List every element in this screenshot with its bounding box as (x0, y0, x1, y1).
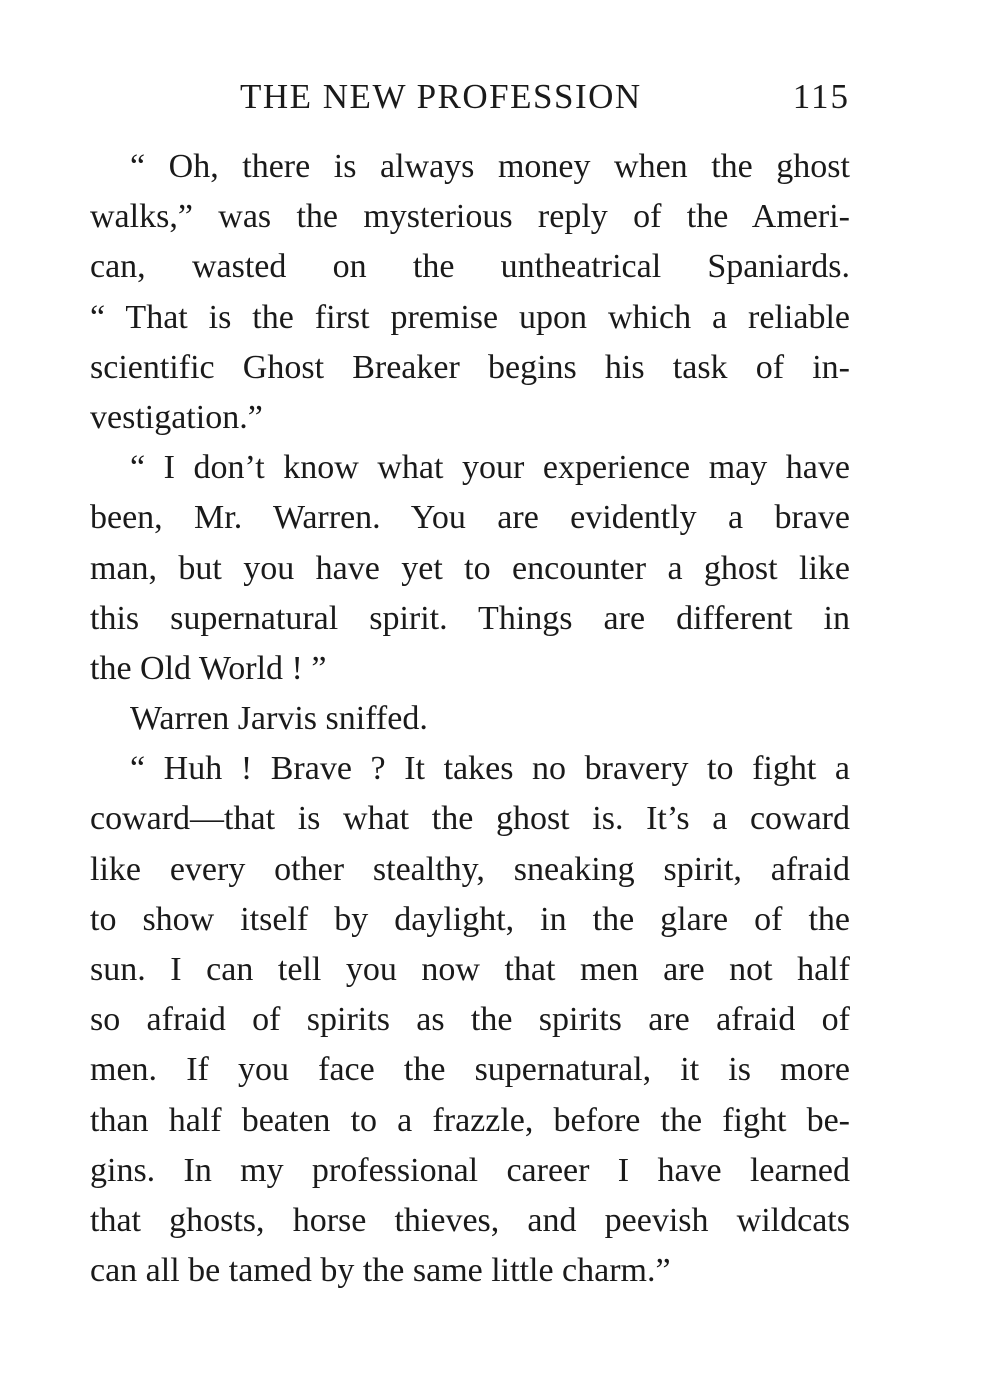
paragraph-sniffed (90, 694, 850, 744)
paragraph-little-charm (90, 744, 850, 1296)
text-line: gins. In my professional career I have learned (90, 1151, 850, 1189)
text-line: can, wasted on the untheatrical Spaniards. (90, 248, 850, 286)
text-line: scientific Ghost Breaker begins his task of in- (90, 348, 850, 386)
text-line: sun. I can tell you now that men are not half (90, 951, 850, 988)
paragraph-old-world (90, 443, 850, 694)
text-line: “ I don’t know what your experience may have (130, 449, 850, 487)
text-line: vestigation.” (90, 398, 263, 436)
text-line: “ Huh ! Brave ? It takes no bravery to fight a (130, 750, 850, 788)
text-line: to show itself by daylight, in the glare of the (90, 900, 850, 938)
text-line: this supernatural spirit. Things are different in (90, 599, 850, 637)
text-line: “ That is the first premise upon which a reliable (90, 298, 850, 336)
text-line: men. If you face the supernatural, it is more (90, 1051, 850, 1089)
text-line: that ghosts, horse thieves, and peevish wildcats (90, 1201, 850, 1239)
running-head (90, 72, 850, 122)
text-line: like every other stealthy, sneaking spirit, afraid (90, 850, 850, 888)
text-line: man, but you have yet to encounter a ghost like (90, 549, 850, 587)
text-line: can all be tamed by the same little charm.” (90, 1252, 671, 1290)
page-number: 115 (792, 77, 850, 116)
text-line: walks,” was the mysterious reply of the Ameri- (90, 198, 850, 236)
body-text (90, 142, 850, 1296)
text-line: the Old World ! ” (90, 649, 327, 687)
text-line: been, Mr. Warren. You are evidently a brave (90, 499, 850, 537)
text-line: coward—that is what the ghost is. It’s a coward (90, 800, 850, 838)
running-title: THE NEW PROFESSION (240, 77, 642, 116)
text-line: so afraid of spirits as the spirits are afraid of (90, 1001, 850, 1039)
paragraph-ghost-walks (90, 142, 850, 443)
text-line: Warren Jarvis sniffed. (130, 700, 428, 738)
text-line: “ Oh, there is always money when the ghost (130, 148, 850, 185)
text-line: than half beaten to a frazzle, before the fight be- (90, 1101, 850, 1139)
